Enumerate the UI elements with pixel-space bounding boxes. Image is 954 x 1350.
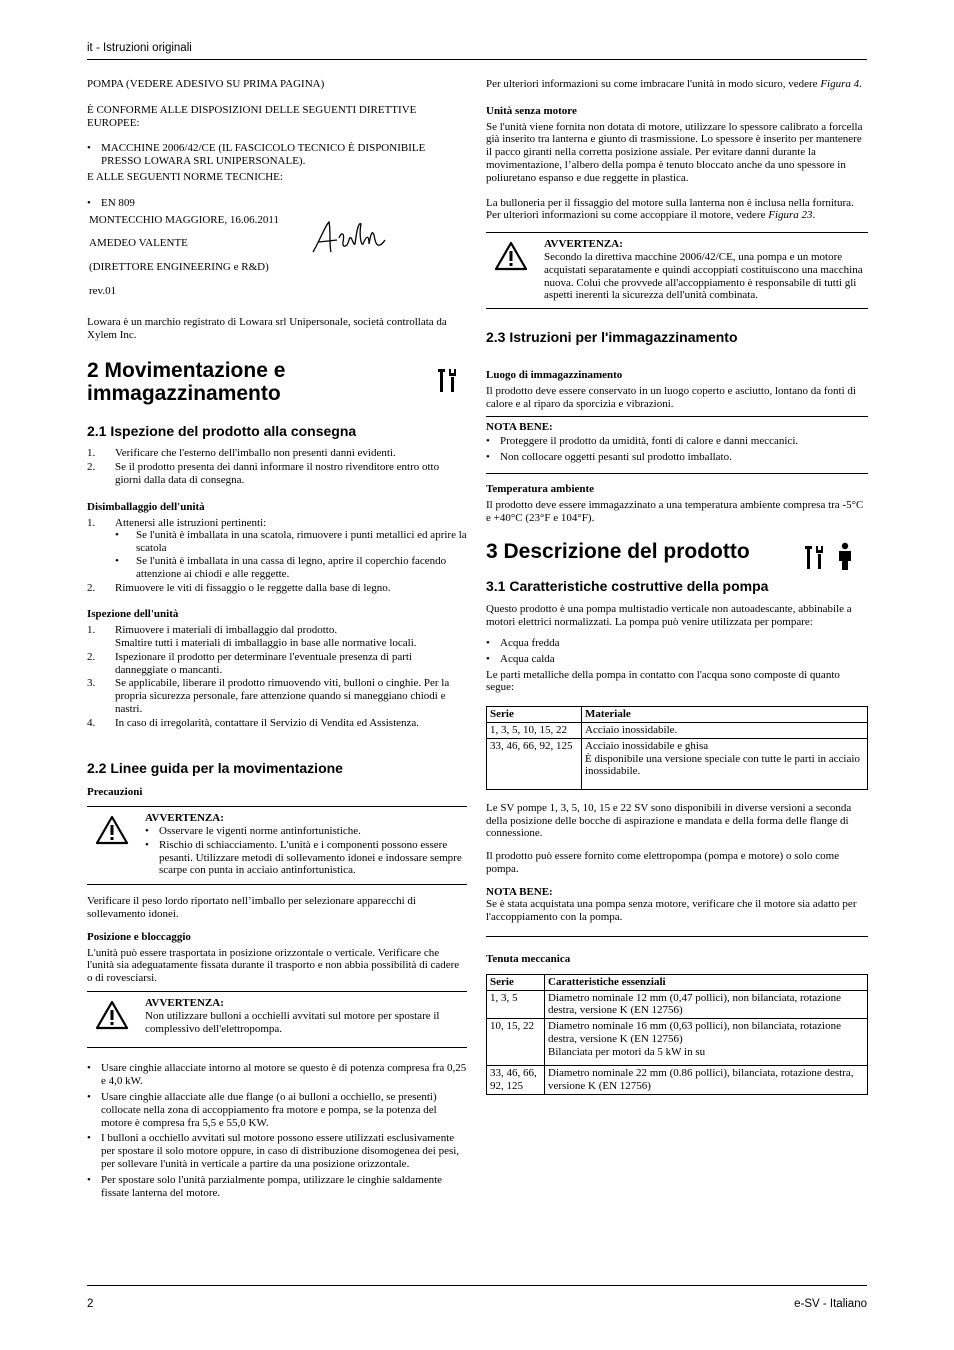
- note-text: Se è stata acquistata una pompa senza motore, verificare che il motore sia adatto per l'accoppiamento con la pompa.: [486, 898, 857, 924]
- list-item: [87, 517, 467, 581]
- warning-box: [486, 232, 868, 309]
- trademark-note: Lowara è un marchio registrato di Lowara srl Unipersonale, società controllata da Xylem Inc.: [87, 315, 447, 341]
- item-number: 1.: [87, 516, 96, 529]
- note-item: • Non collocare oggetti pesanti sul prodotto imballato.: [486, 451, 868, 464]
- serie-cell: 1, 3, 5, 10, 15, 22: [487, 722, 582, 738]
- material-cell: [582, 738, 868, 789]
- metal-parts-text: Le parti metalliche della pompa in contatto con l'acqua sono composte di quanto segue:: [486, 668, 840, 694]
- table-row: [487, 990, 868, 1019]
- lifting-item: • Usare cinghie allacciate intorno al motore se questo è di potenza compresa fra 0,25 e 4,0 kW.: [87, 1062, 467, 1088]
- table-row: [487, 1066, 868, 1095]
- item-text: Rimuovere i materiali di imballaggio dal prodotto.: [115, 624, 338, 637]
- features-extra: Bilanciata per motori da 5 kW in su: [548, 1045, 706, 1058]
- temperature-text: Il prodotto deve essere immagazzinato a una temperatura ambiente compresa tra -5°C e +40°C (23°F e 104°F).: [486, 498, 864, 524]
- column-header: Materiale: [582, 707, 868, 723]
- item-number: 2.: [87, 650, 96, 663]
- list-item: [87, 461, 467, 487]
- list-item: [87, 651, 467, 677]
- warning-box: [87, 991, 467, 1048]
- material-extra: È disponibile una versione speciale con tutte le parti in acciaio inossidabile.: [585, 752, 860, 778]
- item-number: 3.: [87, 677, 96, 690]
- warning-box: [87, 806, 467, 885]
- page-header: it - Istruzioni originali: [87, 42, 192, 54]
- standards-list: [87, 197, 467, 210]
- serie-cell: 1, 3, 5: [487, 990, 545, 1019]
- left-column: [87, 78, 467, 1207]
- versions-text: Le SV pompe 1, 3, 5, 10, 15 e 22 SV sono disponibili in diverse versioni a seconda della posizione delle bocche di aspirazione e mandata e della forma delle flange di connessione.: [486, 801, 852, 840]
- list-item: [87, 447, 467, 460]
- item-number: 1.: [87, 447, 96, 460]
- list-item: [87, 582, 467, 595]
- no-motor-title: Unità senza motore: [486, 104, 577, 117]
- item-number: 2.: [87, 461, 96, 474]
- note-title: NOTA BENE:: [486, 420, 553, 433]
- liquids-list: [486, 637, 868, 666]
- column-header: Caratteristiche essenziali: [545, 974, 868, 990]
- slinging-text: Per ulteriori informazioni su come imbracare l'unità in modo sicuro, vedere: [486, 78, 818, 90]
- section-2-1-title: 2.1 Ispezione del prodotto alla consegna: [87, 423, 357, 440]
- item-text: Ispezionare il prodotto per determinare l'eventuale presenza di parti danneggiate o mancanti.: [115, 650, 413, 676]
- serie-cell: 10, 15, 22: [487, 1019, 545, 1066]
- note-box: [486, 416, 868, 474]
- table-row: [487, 1019, 868, 1066]
- list-item: [87, 717, 467, 730]
- list-item: [87, 677, 467, 715]
- period: .: [812, 209, 816, 222]
- sub-item: • Se l'unità è imballata in una scatola, rimuovere i punti metallici ed aprire la scatola: [115, 529, 467, 555]
- features-cell: [545, 1019, 868, 1066]
- column-header: Serie: [487, 707, 582, 723]
- delivery-inspection-list: [87, 447, 467, 486]
- tools-icon: [804, 544, 826, 572]
- item-number: 1.: [87, 624, 96, 637]
- unpacking-list: [87, 517, 467, 595]
- item-text: Se il prodotto presenta dei danni informare il nostro rivenditore entro otto giorni dalla data di consegna.: [115, 461, 440, 486]
- warning-item: • Rischio di schiacciamento. L'unità e i componenti possono essere pesanti. Utilizzare metodi di sollevamento idonei e indossare sempre scarpe con punta in acciaio antinfortunistica.: [145, 839, 467, 877]
- item-text: Rimuovere le viti di fissaggio o le reggette dalla base di legno.: [115, 581, 391, 594]
- position-title: Posizione e bloccaggio: [87, 930, 191, 943]
- document-name: e-SV - Italiano: [794, 1298, 867, 1310]
- page-number: 2: [87, 1298, 94, 1310]
- right-column: [486, 78, 868, 1107]
- seal-title: Tenuta meccanica: [486, 953, 571, 966]
- table-row: [487, 722, 868, 738]
- bolts-text: La bulloneria per il fissaggio del motore sulla lanterna non è inclusa nella fornitura. Per ulteriori informazioni su come accoppiare il motore, vedere: [486, 196, 854, 222]
- figure-ref: Figura 4: [820, 78, 860, 90]
- revision: rev.01: [89, 284, 117, 297]
- signature-block: [87, 214, 467, 298]
- section-3-title: 3 Descrizione del prodotto: [486, 540, 750, 564]
- warning-title: AVVERTENZA:: [145, 997, 224, 1010]
- item-number: 2.: [87, 581, 96, 594]
- materials-table: [486, 706, 868, 790]
- warning-title: AVVERTENZA:: [544, 238, 623, 251]
- section-2-3-title: 2.3 Istruzioni per l'immagazzinamento: [486, 329, 738, 346]
- figure-ref: Figura 23: [768, 209, 813, 222]
- features-cell: Diametro nominale 12 mm (0,47 pollici), non bilanciata, rotazione destra, versione K (EN 12756): [545, 990, 868, 1019]
- lifting-item: • Usare cinghie allacciate alle due flange (o ai bulloni a occhiello, se presenti) collocate nella zona di accoppiamento fra motore e pompa, se la potenza del motore è compresa fra 5,5 e 55,0 KW.: [87, 1091, 467, 1129]
- period: .: [859, 78, 862, 90]
- precautions-title: Precauzioni: [87, 785, 143, 798]
- directive-item: • MACCHINE 2006/42/CE (IL FASCICOLO TECNICO È DISPONIBILE PRESSO LOWARA SRL UNIPERSONALE).: [87, 142, 467, 168]
- section-3-heading: [486, 540, 868, 563]
- footer-rule: [87, 1285, 867, 1286]
- declaration-conformity: È CONFORME ALLE DISPOSIZIONI DELLE SEGUENTI DIRETTIVE EUROPEE:: [87, 103, 417, 129]
- lifting-item: • Per spostare solo l'unità parzialmente pompa, utilizzare le cinghie saldamente fissate lanterna del motore.: [87, 1174, 467, 1200]
- item-text: Verificare che l'esterno dell'imballo non presenti danni evidenti.: [115, 447, 396, 460]
- signature-image: [309, 218, 389, 258]
- declaration-pump: POMPA (VEDERE ADESIVO SU PRIMA PAGINA): [87, 78, 325, 90]
- material-cell: Acciaio inossidabile.: [582, 722, 868, 738]
- item-text: In caso di irregolarità, contattare il Servizio di Vendita ed Assistenza.: [115, 716, 420, 729]
- item-text: Attenersi alle istruzioni pertinenti:: [115, 516, 267, 529]
- bolts-info: [486, 197, 868, 223]
- table-header-row: [487, 707, 868, 723]
- serie-cell: 33, 46, 66, 92, 125: [487, 1066, 545, 1095]
- serie-cell: 33, 46, 66, 92, 125: [487, 738, 582, 789]
- item-extra: Smaltire tutti i materiali di imballaggio in base alle normative locali.: [115, 636, 417, 649]
- section-2-heading: [87, 359, 467, 405]
- warning-text: Secondo la direttiva macchine 2006/42/CE, una pompa e un motore acquistati separatamente e quindi accoppiati costituiscono una macchina nuova. Colui che provvede all'accoppiamento è responsabile di tutti gli aspetti inerenti la sicurezza dell'unità combinata.: [544, 250, 863, 302]
- storage-place-title: Luogo di immagazzinamento: [486, 369, 623, 382]
- slinging-info: [486, 78, 868, 91]
- note-item: • Proteggere il prodotto da umidità, fonti di calore e danni meccanici.: [486, 435, 868, 448]
- liquid-item: • Acqua calda: [486, 653, 868, 666]
- features-text: Diametro nominale 16 mm (0,63 pollici), non bilanciata, rotazione destra, versione K (EN 12756): [548, 1020, 841, 1046]
- storage-place-text: Il prodotto deve essere conservato in un luogo coperto e asciutto, lontano da fonti di calore e al riparo da sporcizia e vibrazioni.: [486, 384, 856, 410]
- warning-triangle-icon: [494, 241, 528, 271]
- temperature-title: Temperatura ambiente: [486, 482, 595, 495]
- note-title: NOTA BENE:: [486, 885, 553, 898]
- list-item: [87, 624, 467, 650]
- unit-inspection-list: [87, 624, 467, 729]
- lifting-item: • I bulloni a occhiello avvitati sul motore possono essere utilizzati esclusivamente per spostare il solo motore oppure, in caso di distribuzione disomogenea dei pesi, per sollevare l'unità in verticale a partire da una posizione orizzontale.: [87, 1132, 467, 1170]
- lifting-list: [87, 1062, 467, 1199]
- place-date: MONTECCHIO MAGGIORE, 16.06.2011: [89, 213, 279, 226]
- signatory-name: AMEDEO VALENTE: [89, 237, 188, 250]
- warning-title: AVVERTENZA:: [145, 812, 224, 825]
- unit-inspection-title: Ispezione dell'unità: [87, 608, 179, 621]
- note-box: [486, 886, 868, 937]
- directive-list: [87, 142, 467, 168]
- section-2-2-title: 2.2 Linee guida per la movimentazione: [87, 759, 343, 776]
- section-3-1-title: 3.1 Caratteristiche costruttive della pompa: [486, 578, 769, 595]
- person-icon: [836, 542, 854, 572]
- section-2-title: 2 Movimentazione e immagazzinamento: [87, 359, 286, 406]
- warning-item: • Osservare le vigenti norme antinfortunistiche.: [145, 825, 467, 838]
- table-header-row: [487, 974, 868, 990]
- pump-intro: Questo prodotto è una pompa multistadio verticale non autoadescante, abbinabile a motori elettrici normalizzati. La pompa può venire utilizzata per pompare:: [486, 603, 852, 629]
- signatory-role: (DIRETTORE ENGINEERING e R&D): [89, 261, 269, 274]
- item-number: 4.: [87, 716, 96, 729]
- liquid-item: • Acqua fredda: [486, 637, 868, 650]
- unpacking-title: Disimballaggio dell'unità: [87, 500, 205, 513]
- item-text: Se applicabile, liberare il prodotto rimuovendo viti, bulloni o cinghie. Per la propria sicurezza personale, fare attenzione quando si maneggiano chiodi e nastri.: [115, 677, 450, 715]
- material-text: Acciaio inossidabile e ghisa: [585, 739, 709, 752]
- sub-list: [115, 529, 467, 580]
- features-cell: Diametro nominale 22 mm (0.86 pollici), bilanciata, rotazione destra, versione K (EN 12756): [545, 1066, 868, 1095]
- warning-list: [145, 825, 467, 877]
- column-header: Serie: [487, 974, 545, 990]
- warning-text: Non utilizzare bulloni a occhielli avvitati sul motore per spostare il complessivo dell'elettropompa.: [145, 1009, 440, 1035]
- header-rule: [87, 59, 867, 60]
- sub-item: • Se l'unità è imballata in una cassa di legno, aprire il coperchio facendo attenzione ai chiodi e alle reggette.: [115, 555, 467, 581]
- note-list: [486, 435, 868, 464]
- tools-icon: [437, 367, 459, 395]
- seal-table: [486, 974, 868, 1095]
- warning-triangle-icon: [95, 1000, 129, 1030]
- gross-weight-text: Verificare il peso lordo riportato nell’imballo per selezionare apparecchi di sollevamento idonei.: [87, 895, 416, 921]
- standard-item: • EN 809: [87, 197, 467, 210]
- table-row: [487, 738, 868, 789]
- warning-triangle-icon: [95, 815, 129, 845]
- position-text: L'unità può essere trasportata in posizione orizzontale o verticale. Verificare che l'unità sia adeguatamente fissata durante il trasporto e non abbia possibilità di cadere o di rovesciarsi.: [87, 946, 460, 985]
- supply-text: Il prodotto può essere fornito come elettropompa (pompa e motore) o solo come pompa.: [486, 850, 840, 875]
- standards-intro: E ALLE SEGUENTI NORME TECNICHE:: [87, 170, 283, 183]
- no-motor-text: Se l'unità viene fornita non dotata di motore, utilizzare lo spessore calibrato a forcella già inserito tra lanterna e giunto di trasmissione. Lo spessore è inserito per mantenere il pacco giranti nella corretta posizione assiale. Per evitare danni durante la movimentazione, l’albero della pompa è tenuto bloccato anche da uno spessore in poliuretano espanso e due reggette in plastica.: [486, 120, 863, 184]
